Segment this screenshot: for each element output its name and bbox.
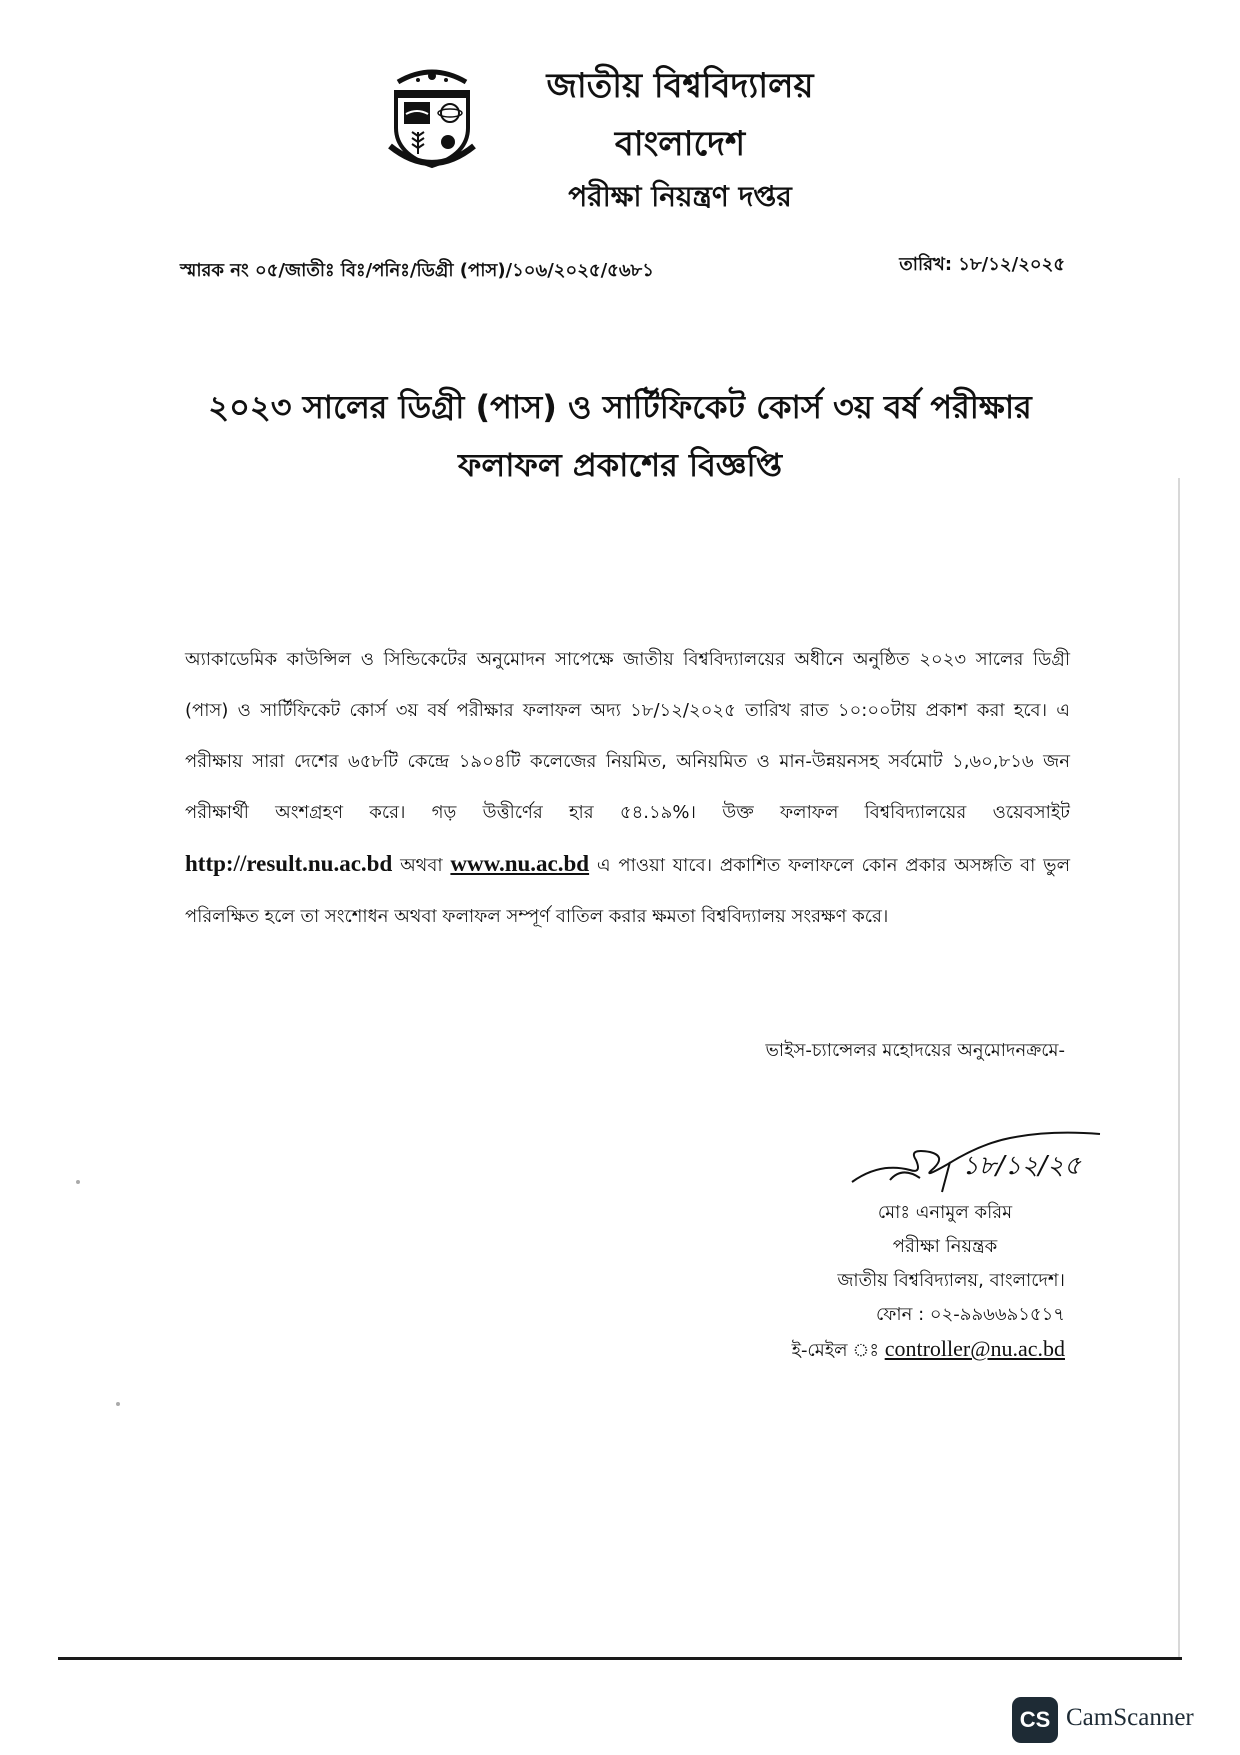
notice-title-line-1: ২০২৩ সালের ডিগ্রী (পাস) ও সার্টিফিকেট কোর্স ৩য় বর্ষ পরীক্ষার	[208, 388, 1032, 426]
notice-title	[150, 378, 1090, 494]
approval-line: ভাইস-চ্যান্সেলর মহোদয়ের অনুমোদনক্রমে-	[765, 1040, 1065, 1061]
signatory-institution: জাতীয় বিশ্ববিদ্যালয়, বাংলাদেশ।	[837, 1270, 1065, 1291]
body-text-2: অথবা	[400, 855, 443, 876]
signatory-name: মোঃ এনামুল করিম	[877, 1202, 1013, 1223]
signatory-designation: পরীক্ষা নিয়ন্ত্রক	[892, 1236, 998, 1257]
notice-body	[185, 634, 1070, 942]
memo-date: তারিখ: ১৮/১২/২০২৫	[899, 254, 1065, 275]
email-label: ই-মেইল ঃ	[791, 1340, 879, 1361]
result-website-link[interactable]: http://result.nu.ac.bd	[185, 851, 393, 876]
handwritten-signature	[850, 1122, 1105, 1204]
university-logo	[388, 62, 476, 174]
signature-date: ১৮/১২/২৫	[962, 1151, 1081, 1181]
body-text-1: অ্যাকাডেমিক কাউন্সিল ও সিন্ডিকেটের অনুমোদন সাপেক্ষে জাতীয় বিশ্ববিদ্যালয়ের অধীনে অনুষ্ঠিত ২০২৩ সালের ডিগ্রী (পাস) ও সার্টিফিকেট কোর্স ৩য় বর্ষ পরীক্ষার ফলাফল অদ্য ১৮/১২/২০২৫ তারিখ রাত ১০:০০টায় প্রকাশ করা হবে। এ পরীক্ষায় সারা দেশের ৬৫৮টি কেন্দ্রে ১৯০৪টি কলেজের নিয়মিত, অনিয়মিত ও মান-উন্নয়নসহ সর্বমোট ১,৬০,৮১৬ জন পরীক্ষার্থী অংশগ্রহণ করে। গড় উত্তীর্ণের হার ৫৪.১৯%। উক্ত ফলাফল বিশ্ববিদ্যালয়ের ওয়েবসাইট	[185, 649, 1070, 823]
notice-title-line-2: ফলাফল প্রকাশের বিজ্ঞপ্তি	[457, 446, 782, 484]
scan-dot	[116, 1402, 120, 1406]
scan-dot	[76, 1180, 80, 1184]
signature-block	[705, 1196, 1065, 1368]
signatory-phone: ফোন : ০২-৯৯৬৬৯১৫১৭	[875, 1304, 1065, 1325]
scan-edge-line	[1178, 478, 1180, 1658]
office-name: পরীক্ষা নিয়ন্ত্রণ দপ্তর	[568, 180, 792, 213]
email-link[interactable]: controller@nu.ac.bd	[884, 1336, 1065, 1361]
camscanner-label: CamScanner	[1066, 1704, 1194, 1731]
page-bottom-border	[58, 1657, 1182, 1660]
camscanner-logo-icon: CS	[1012, 1697, 1058, 1743]
memo-reference: স্মারক নং ০৫/জাতীঃ বিঃ/পনিঃ/ডিগ্রী (পাস)/১০৬/২০২৫/৫৬৮১	[180, 260, 654, 281]
country-name: বাংলাদেশ	[614, 124, 746, 164]
body-text-3: এ পাওয়া যাবে। প্রকাশিত ফলাফলে কোন প্রকার অসঙ্গতি বা ভুল পরিলক্ষিত হলে তা সংশোধন অথবা ফলাফল সম্পূর্ণ বাতিল করার ক্ষমতা বিশ্ববিদ্যালয় সংরক্ষণ করে।	[185, 855, 1071, 927]
university-website-link[interactable]: www.nu.ac.bd	[450, 851, 590, 876]
university-name: জাতীয় বিশ্ববিদ্যালয়	[546, 66, 814, 106]
